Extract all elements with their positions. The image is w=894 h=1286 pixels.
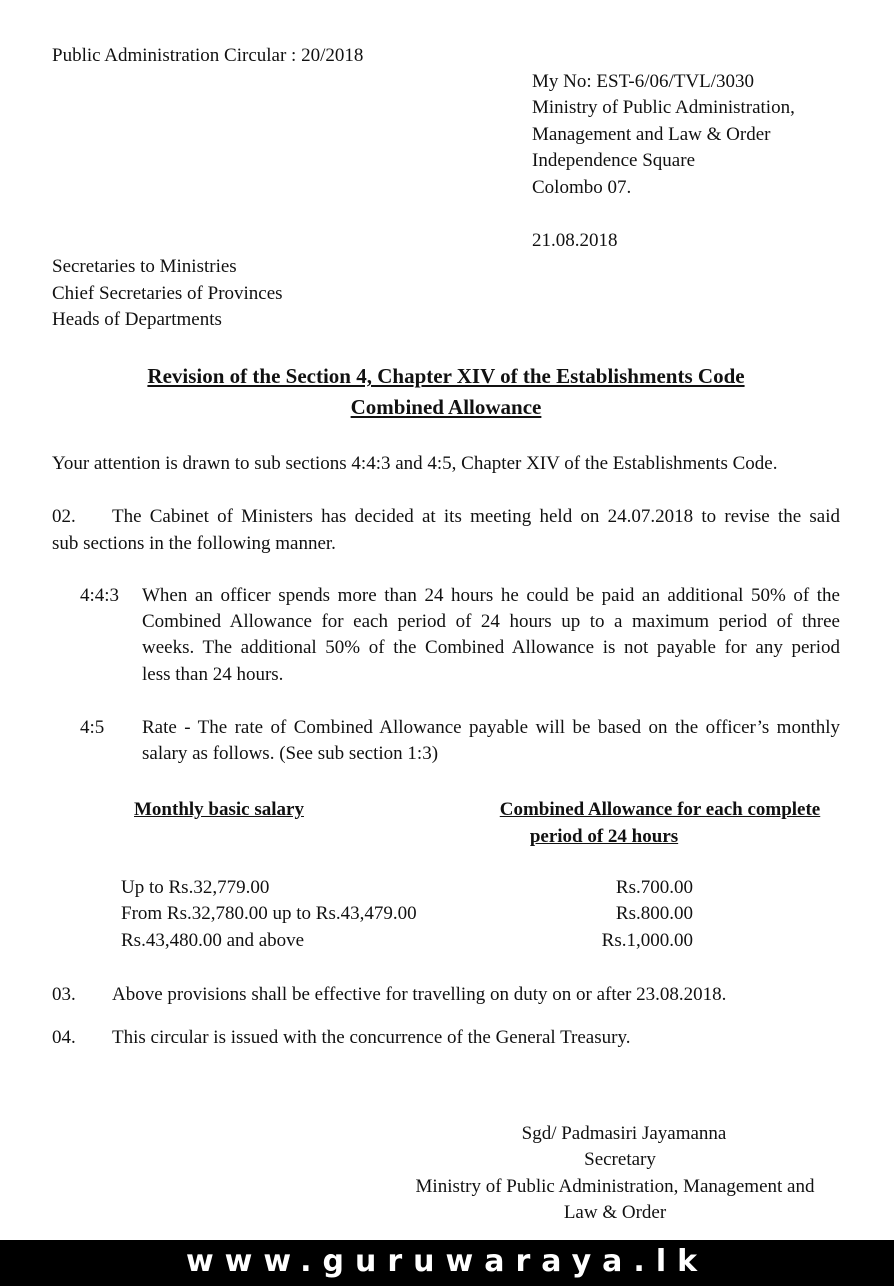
circular-number: Public Administration Circular : 20/2018 [52,45,364,66]
date: 21.08.2018 [532,230,618,251]
table-cell-salary: Up to Rs.32,779.00 [121,877,270,898]
subtitle: Combined Allowance [350,395,542,419]
para-text: Above provisions shall be effective for travelling on duty on or after 23.08.2018. [112,984,727,1005]
table-header-salary: Monthly basic salary [134,799,304,820]
para-number: 03. [52,984,76,1005]
para-number: 04. [52,1027,76,1048]
table-cell-allowance: Rs.800.00 [615,903,693,924]
para-line: Rate - The rate of Combined Allowance payable will be based on the officer’s monthly [142,717,840,738]
table-cell-salary: Rs.43,480.00 and above [121,930,305,951]
address-line: Independence Square [532,150,696,171]
signatory-org: Ministry of Public Administration, Management and [415,1176,815,1197]
para-line: The Cabinet of Ministers has decided at its meeting held on 24.07.2018 to revise the said [112,506,840,527]
table-cell-allowance: Rs.700.00 [615,877,693,898]
table-header-allowance: Combined Allowance for each complete [499,799,821,820]
signatory-org: Law & Order [563,1202,667,1223]
reference-number: My No: EST-6/06/TVL/3030 [532,71,755,92]
para-line: sub sections in the following manner. [52,533,336,554]
subsection-number: 4:4:3 [80,585,120,606]
para-text: This circular is issued with the concurrence of the General Treasury. [112,1027,631,1048]
para-number: 02. [52,506,76,527]
title: Revision of the Section 4, Chapter XIV of the Establishments Code [147,364,745,388]
address-line: Colombo 07. [532,177,632,198]
recipient: Secretaries to Ministries [52,256,237,277]
signatory: Sgd/ Padmasiri Jayamanna [521,1123,727,1144]
website-banner: www.guruwaraya.lk [0,1240,894,1286]
para-line: Combined Allowance for each period of 24 hours up to a maximum period of three [142,611,840,632]
signatory-title: Secretary [584,1149,656,1170]
para-line: salary as follows. (See sub section 1:3) [142,743,439,764]
address-line: Ministry of Public Administration, [532,97,795,118]
para-line: less than 24 hours. [142,664,284,685]
table-cell-salary: From Rs.32,780.00 up to Rs.43,479.00 [121,903,417,924]
address-line: Management and Law & Order [532,124,771,145]
table-header-allowance: period of 24 hours [529,826,679,847]
table-cell-allowance: Rs.1,000.00 [601,930,693,951]
para-line: weeks. The additional 50% of the Combined Allowance is not payable for any period [142,637,840,658]
recipient: Heads of Departments [52,309,222,330]
subsection-number: 4:5 [80,717,105,738]
para-line: When an officer spends more than 24 hours he could be paid an additional 50% of the [142,585,840,606]
intro-paragraph: Your attention is drawn to sub sections 4:4:3 and 4:5, Chapter XIV of the Establishments Code. [52,453,778,474]
recipient: Chief Secretaries of Provinces [52,283,283,304]
